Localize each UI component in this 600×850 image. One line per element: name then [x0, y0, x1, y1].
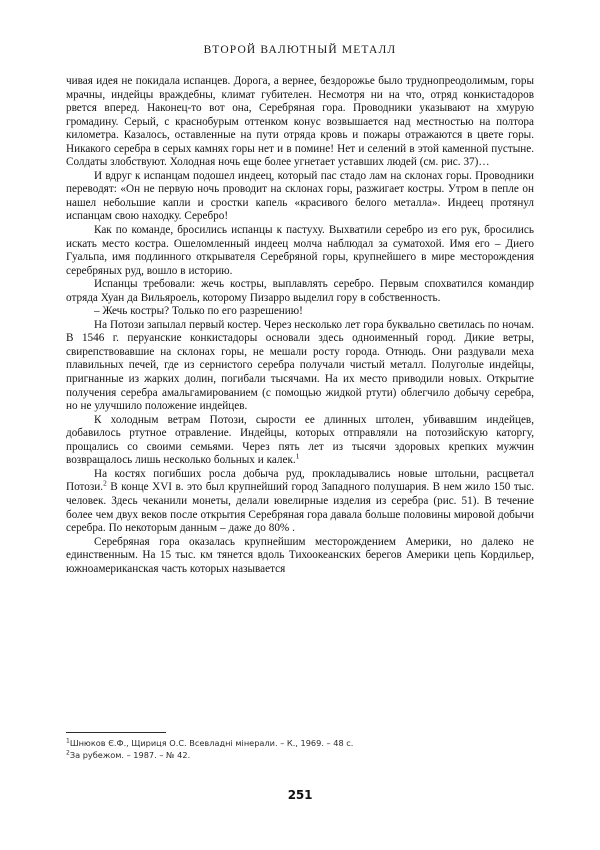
paragraph-spaniards-demanded: Испанцы требовали: жечь костры, выплавлять серебро. Первым спохватился командир отряда Хуан да Вильяроель, которому Пизарро выделил гору в собственность. — [66, 278, 534, 304]
running-head: ВТОРОЙ ВАЛЮТНЫЙ МЕТАЛЛ — [203, 44, 397, 56]
footnote-item-2 — [66, 750, 534, 762]
footnote-separator-rule — [66, 732, 166, 733]
footnote-block — [66, 732, 534, 761]
paragraph-indian-shepherd: И вдруг к испанцам подошел индеец, который пас стадо лам на склонах горы. Проводники переводят: «Он не первую ночь проводит на склонах горы, разжигает костры. Утром в пепле он нашел небольшие капли и сростки капель «красивого белого металла». Индеец протянул испанцам свою находку. Серебро! — [66, 169, 534, 223]
footnote-text-2: За рубежом. – 1987. – № 42. — [69, 749, 191, 760]
paragraph-dialogue-line: – Жечь костры? Только по его разрешению! — [94, 305, 303, 318]
paragraph-continued: чивая идея не покидала испанцев. Дорога, а вернее, бездорожье было труднопреодолимым, горы мрачны, индейцы враждебны, климат губителен. Несмотря ни на что, отряд конкистадоров рвется вперед. Наконец-то вот она, Серебряная гора. Проводники указывают на хмурую громадину. Серый, с краснобурым оттенком конус возвышается над местностью на полтора километра. Казалось, оставленные на пути отряда кровь и пожары отражаются в цвете горы. Никакого серебра в серых камнях горы нет и в помине! Нет и селений в этой каменной пустыне. Солдаты злобствуют. Холодная ночь еще более угнетает уставших людей (см. рис. 37)… — [66, 75, 534, 169]
footnote-number-1: 1 — [66, 737, 70, 745]
paragraph-potosi-city-text-before: На костях погибших росла добыча руд, прокладывались новые штольни, расцветал Потози. — [66, 467, 534, 494]
footnote-text-1: Шнюков Є.Ф., Щириця О.С. Всевладні мінерали. – К., 1969. – 48 с. — [69, 738, 354, 748]
paragraph-cold-winds — [66, 414, 534, 468]
paragraph-cordillera: Серебряная гора оказалась крупнейшим месторождением Америки, но далеко не единственным. На 15 тыс. км тянется вдоль Тихоокеанских берегов Америки цепь Кордильер, южноамериканская часть которых называется — [66, 535, 534, 575]
footnote-marker-1[interactable]: 1 — [295, 451, 300, 461]
paragraph-potosi-city — [66, 468, 534, 536]
body-text-column — [66, 75, 534, 576]
paragraph-potosi-fire: На Потози запылал первый костер. Через несколько лет гора буквально светилась по ночам. В 1546 г. перуанские конкистадоры основали здесь одноименный город. Дикие ветры, свирепствовавшие на склонах горы, не мешали росту города. Отнюдь. Они раздували меха плавильных печей, где из сернистого серебра получали чистый металл. Полуголые индейцы, пригнанные из жарких долин, погибали тысячами. На их место приводили новых. Открытие получения серебра амальгамированием (с помощью жидкой ртути) облегчило добычу серебра, но не улучшило положение индейцев. — [66, 318, 534, 413]
paragraph-cold-winds-text: К холодным ветрам Потози, сырости ее длинных штолен, убивавшим индейцев, добавилось ртутное отравление. Индейцы, которых отправляли на потозийскую каторгу, прощались со своими семьями. Через пять лет из тысячи здоровых крепких мужчин возвращалось лишь несколько больных и калек. — [66, 413, 534, 467]
footnote-marker-2[interactable]: 2 — [103, 478, 107, 488]
paragraph-potosi-city-text-after: В конце XVI в. это был крупнейший город Западного полушария. В нем жило 150 тыс. человек. Здесь чеканили монеты, делали ювелирные изделия из серебра (рис. 51). В течение более чем двух веков после открытия Серебряная гора давала больше половины мировой добычи серебра. По некоторым данным – даже до 80% . — [66, 481, 534, 535]
footnote-item-1 — [66, 738, 534, 750]
paragraph-diego-gualpa: Как по команде, бросились испанцы к пастуху. Выхватили серебро из его рук, бросились искать место костра. Ошеломленный индеец молча наблюдал за суматохой. Имя его – Диего Гуальпа, имя подлинного открывателя Серебряной горы, крупнейшего в мире месторождения серебряных руд, вошло в историю. — [66, 224, 534, 277]
page-number: 251 — [287, 788, 313, 802]
footnote-number-2: 2 — [66, 748, 70, 756]
